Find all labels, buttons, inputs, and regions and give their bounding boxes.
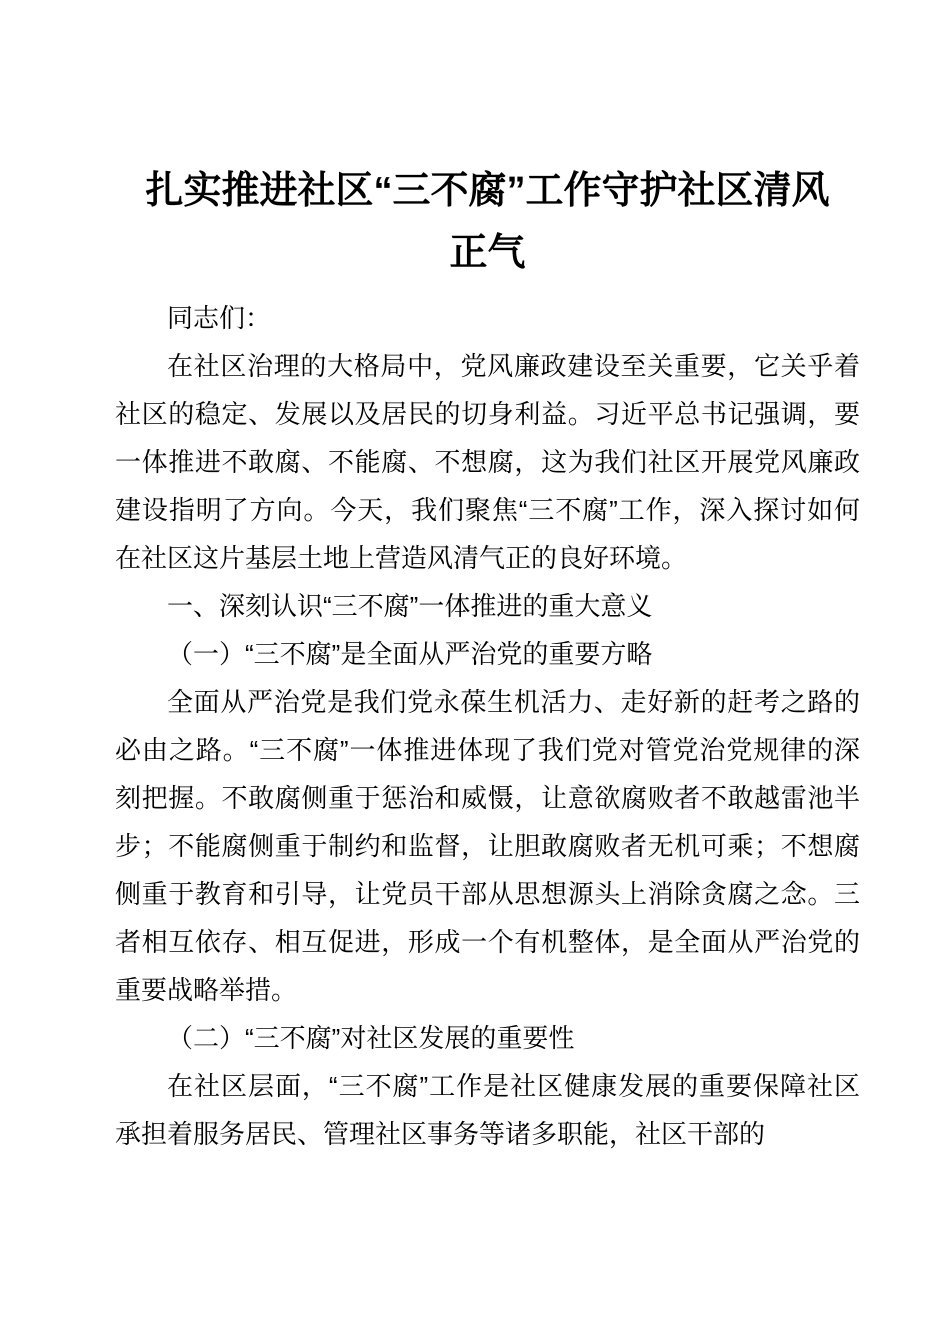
salutation: 同志们： [167, 303, 272, 333]
paragraph-subsection-1-2: 在社区层面，“三不腐”工作是社区健康发展的重要保障社区承担着服务居民、管理社区事务等诸多职能，社区干部的 [115, 1071, 860, 1149]
subsection-heading-1-2: （二）“三不腐”对社区发展的重要性 [167, 1023, 575, 1053]
paragraph-intro: 在社区治理的大格局中，党风廉政建设至关重要，它关乎着社区的稳定、发展以及居民的切身利益。习近平总书记强调，要一体推进不敢腐、不能腐、不想腐，这为我们社区开展党风廉政建设指明了方向。今天，我们聚焦“三不腐”工作，深入探讨如何在社区这片基层土地上营造风清气正的良好环境。 [115, 351, 860, 573]
section-heading-1: 一、深刻认识“三不腐”一体推进的重大意义 [167, 591, 653, 621]
subsection-heading-1-1: （一）“三不腐”是全面从严治党的重要方略 [167, 639, 653, 669]
paragraph-subsection-1-1: 全面从严治党是我们党永葆生机活力、走好新的赶考之路的必由之路。“三不腐”一体推进体现了我们党对管党治党规律的深刻把握。不敢腐侧重于惩治和威慑，让意欲腐败者不敢越雷池半步；不能腐侧重于制约和监督，让胆敢腐败者无机可乘；不想腐侧重于教育和引导，让党员干部从思想源头上消除贪腐之念。三者相互依存、相互促进，形成一个有机整体，是全面从严治党的重要战略举措。 [115, 687, 860, 1005]
document-title: 扎实推进社区“三不腐”工作守护社区清风正气 [145, 170, 830, 274]
